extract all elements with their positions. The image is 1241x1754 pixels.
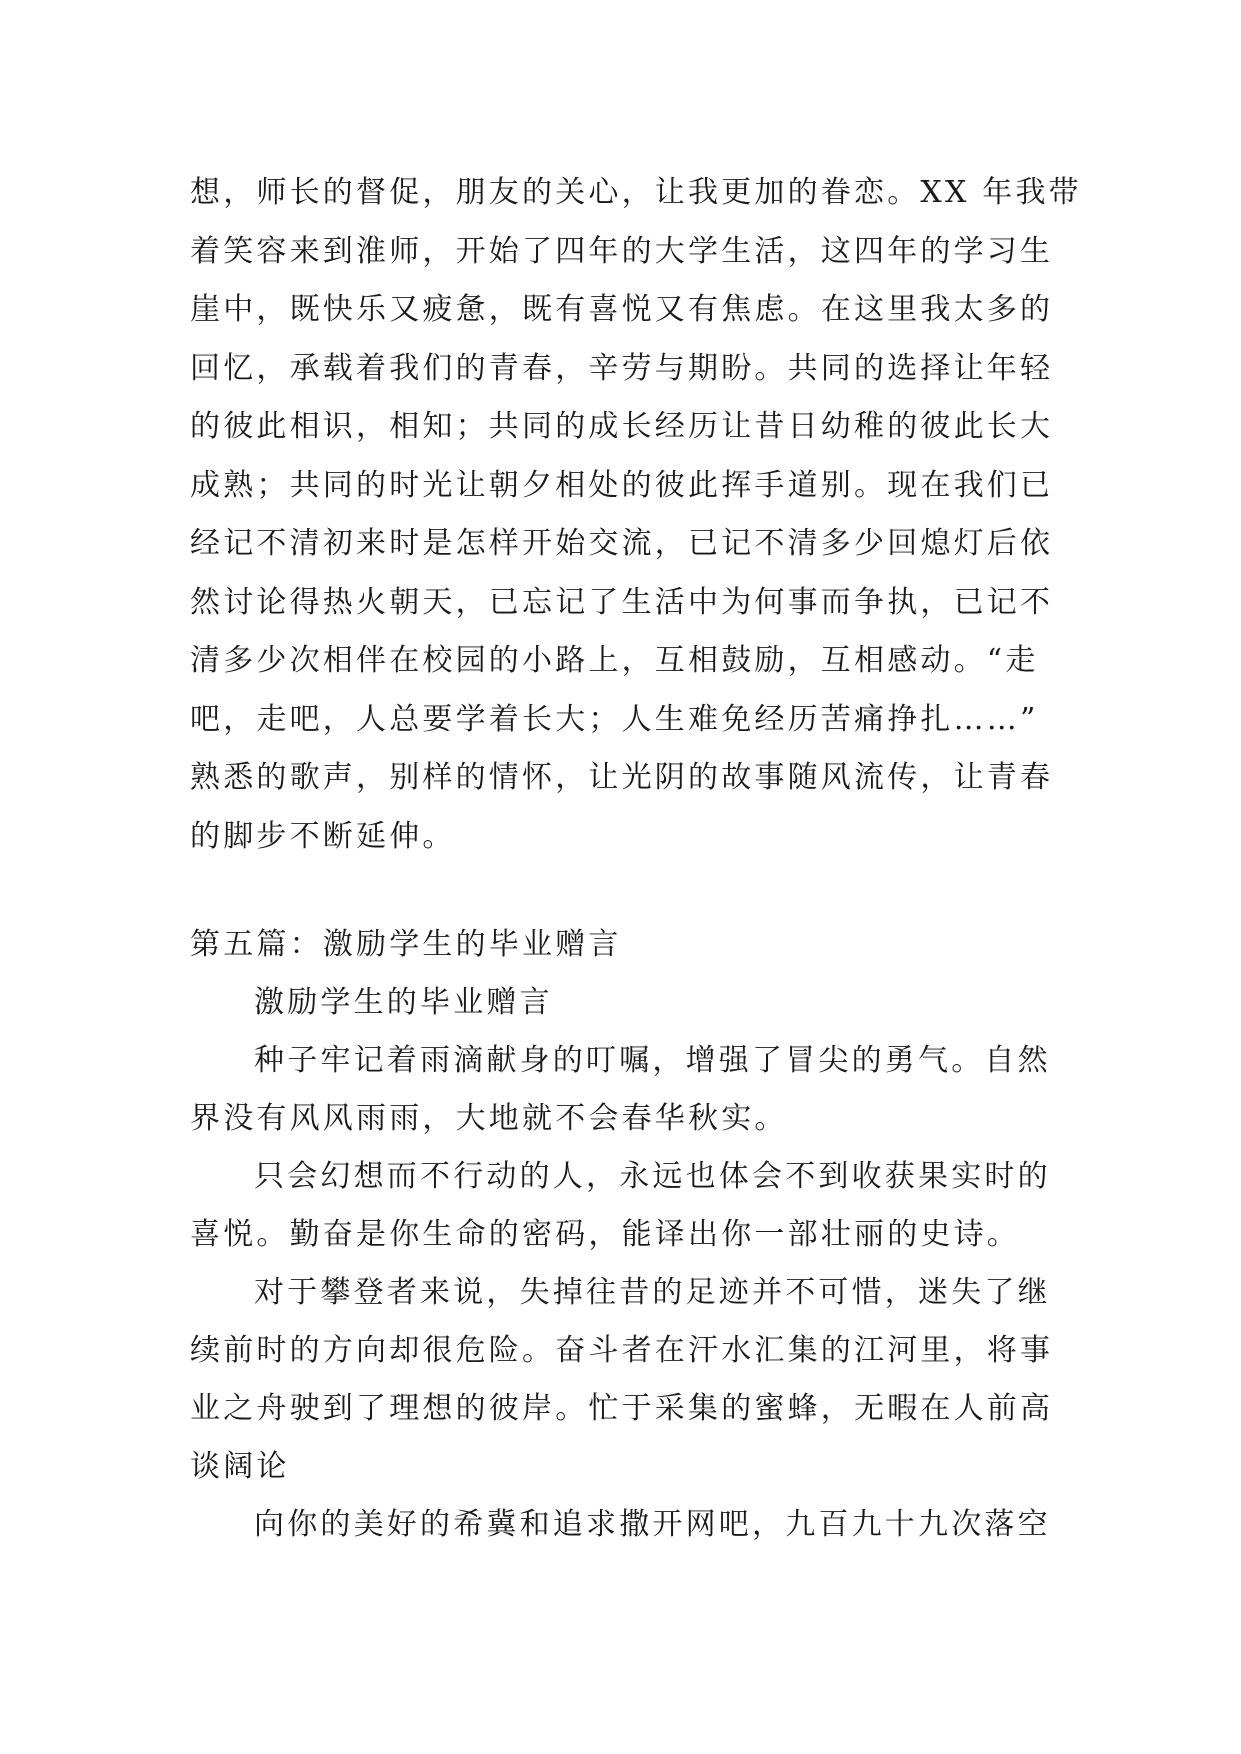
paragraph-line: 界没有风风雨雨，大地就不会春华秋实。 [190,1101,788,1136]
paragraph-line: 想，师长的督促，朋友的关心，让我更加的眷恋。XX 年我带 [190,175,1082,210]
paragraph-line: 向你的美好的希冀和追求撒开网吧，九百九十九次落空 [254,1507,1051,1542]
paragraph-line: 成熟；共同的时光让朝夕相处的彼此挥手道别。现在我们已 [190,467,1054,503]
paragraph-line: 然讨论得热火朝天，已忘记了生活中为何事而争执，已记不 [190,584,1054,620]
paragraph-line: 清多少次相伴在校园的小路上，互相鼓励，互相感动。“走 [190,643,1039,678]
continuation-paragraph [190,164,1082,866]
paragraph [190,1496,1050,1554]
paragraph-line: 种子牢记着雨滴献身的叮嘱，增强了冒尖的勇气。自然 [254,1043,1051,1078]
paragraph [190,1148,1050,1264]
paragraph [190,1264,1054,1496]
paragraph-line: 回忆，承载着我们的青春，辛劳与期盼。共同的选择让年轻 [190,350,1054,386]
paragraph-line: 对于攀登者来说，失掉往昔的足迹并不可惜，迷失了继 [254,1275,1051,1310]
paragraph-line: 业之舟驶到了理想的彼岸。忙于采集的蜜蜂，无暇在人前高 [190,1391,1054,1426]
paragraph-line: 只会幻想而不行动的人，永远也体会不到收获果实时的 [254,1159,1051,1194]
paragraph-line: 吧，走吧，人总要学着长大；人生难免经历苦痛挣扎……” [190,701,1039,737]
paragraph-line: 的脚步不断延伸。 [190,818,456,854]
paragraph-line: 谈阔论 [190,1449,290,1484]
paragraph-line: 熟悉的歌声，别样的情怀，让光阴的故事随风流传，让青春 [190,760,1054,795]
paragraph-line: 的彼此相识，相知；共同的成长经历让昔日幼稚的彼此长大 [190,409,1054,444]
section-heading: 第五篇：激励学生的毕业赠言 [190,927,622,962]
section-subtitle: 激励学生的毕业赠言 [254,985,553,1020]
section-five [190,916,1054,1554]
paragraph-line: 着笑容来到淮师，开始了四年的大学生活，这四年的学习生 [190,233,1054,269]
paragraph-line: 续前时的方向却很危险。奋斗者在汗水汇集的江河里，将事 [190,1333,1054,1368]
paragraph-line: 喜悦。勤奋是你生命的密码，能译出你一部壮丽的史诗。 [190,1217,1020,1252]
paragraph-line: 崖中，既快乐又疲惫，既有喜悦又有焦虑。在这里我太多的 [190,292,1054,327]
paragraph [190,1032,1050,1148]
paragraph-line: 经记不清初来时是怎样开始交流，已记不清多少回熄灯后依 [190,526,1054,561]
